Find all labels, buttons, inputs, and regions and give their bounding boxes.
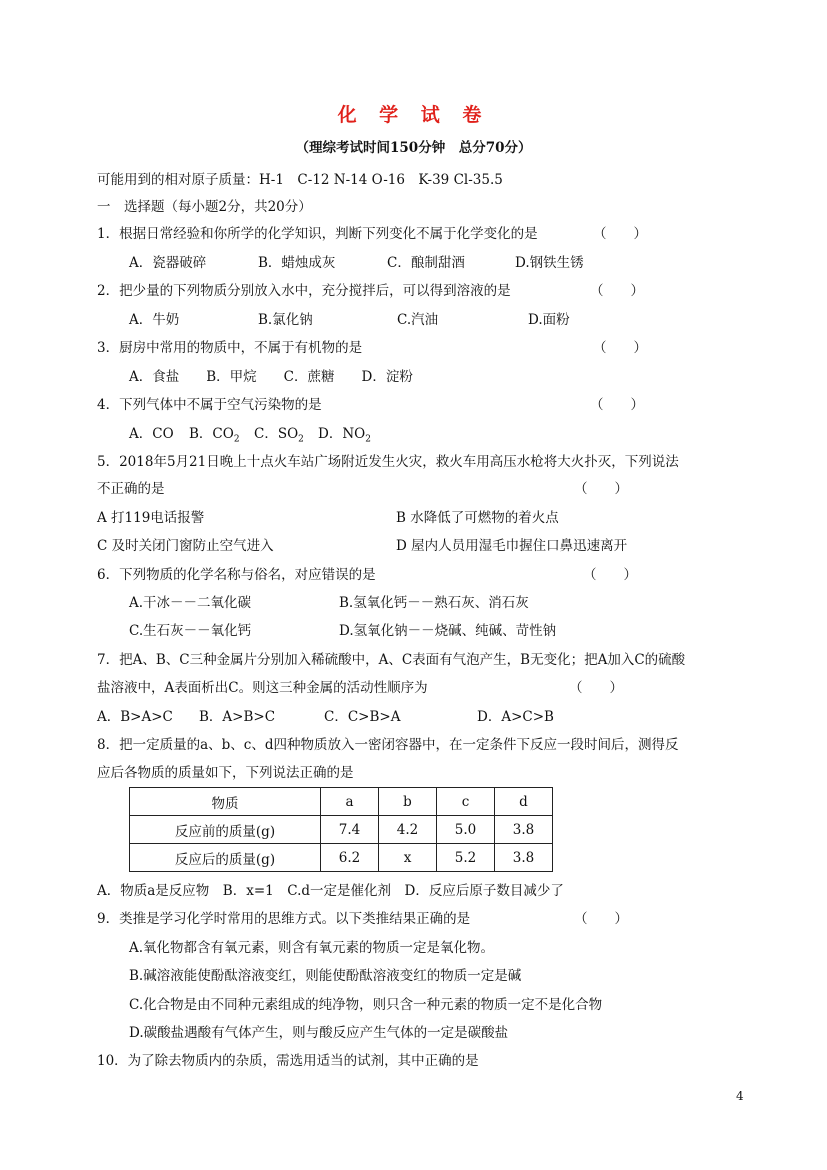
q1-answer-paren: （ ） <box>593 226 647 242</box>
q1-option-d: D.钢铁生锈 <box>515 255 584 271</box>
q6-option-d: D.氢氧化钠－－烧碱、纯碱、苛性钠 <box>339 623 557 639</box>
table-header-cell: 物质 <box>130 788 321 816</box>
q4-stem: 4．下列气体中不属于空气污染物的是 <box>97 397 322 413</box>
q7-stem-line1: 7．把A、B、C三种金属片分别加入稀硫酸中，A、C表面有气泡产生，B无变化；把A加入C的硫酸 <box>97 652 686 668</box>
q9-option-d: D.碳酸盐遇酸有气体产生，则与酸反应产生气体的一定是碳酸盐 <box>129 1025 509 1041</box>
q8-options: A．物质a是反应物 B．x=1 C.d一定是催化剂 D．反应后原子数目减少了 <box>97 883 564 899</box>
page-title: 化 学 试 卷 <box>337 104 490 126</box>
table-header-cell: b <box>379 788 437 816</box>
q6-option-b: B.氢氧化钙－－熟石灰、消石灰 <box>339 595 529 611</box>
q4-option-c-text: C．SO <box>254 426 299 442</box>
q4-option-b-text: B．CO <box>189 426 234 442</box>
table-cell: 反应前的质量(g) <box>130 816 321 844</box>
q2-stem: 2．把少量的下列物质分别放入水中，充分搅拌后，可以得到溶液的是 <box>97 283 511 299</box>
q4-option-d <box>318 422 371 445</box>
table-cell: 4.2 <box>379 816 437 844</box>
table-header-cell: a <box>321 788 379 816</box>
table-cell: 5.2 <box>437 844 495 872</box>
q3-stem: 3．厨房中常用的物质中，不属于有机物的是 <box>97 340 363 356</box>
q5-answer-paren: （ ） <box>574 481 628 497</box>
q5-stem-line1: 5．2018年5月21日晚上十点火车站广场附近发生火灾，救火车用高压水枪将大火扑灭，下列说法 <box>97 454 679 470</box>
table-cell: 7.4 <box>321 816 379 844</box>
table-cell: 6.2 <box>321 844 379 872</box>
page-number: 4 <box>736 1089 744 1103</box>
q1-option-a: A．瓷器破碎 <box>129 255 207 271</box>
q5-option-b: B 水降低了可燃物的着火点 <box>396 510 559 526</box>
q8-stem-line1: 8．把一定质量的a、b、c、d四种物质放入一密闭容器中，在一定条件下反应一段时间后，测得反 <box>97 737 679 753</box>
table-row <box>130 844 553 872</box>
q7-option-d: D．A>C>B <box>477 709 554 725</box>
q4-answer-paren: （ ） <box>590 397 644 413</box>
q6-stem: 6．下列物质的化学名称与俗名，对应错误的是 <box>97 567 376 583</box>
q3-options: A．食盐 B．甲烷 C．蔗糖 D．淀粉 <box>129 369 413 385</box>
q9-answer-paren: （ ） <box>574 911 628 927</box>
q4-option-d-text: D．NO <box>318 426 366 442</box>
table-cell: 反应后的质量(g) <box>130 844 321 872</box>
q1-stem: 1．根据日常经验和你所学的化学知识，判断下列变化不属于化学变化的是 <box>97 226 538 242</box>
q4-option-c-sub: 2 <box>298 434 304 445</box>
table-cell: x <box>379 844 437 872</box>
q7-option-c: C．C>B>A <box>324 709 401 725</box>
q9-option-a: A.氧化物都含有氧元素，则含有氧元素的物质一定是氧化物。 <box>129 940 495 956</box>
table-header-row <box>130 788 553 816</box>
atomic-masses: 可能用到的相对原子质量：H-1 C-12 N-14 O-16 K-39 Cl-35.5 <box>97 172 503 188</box>
q8-mass-table <box>129 787 553 872</box>
table-header-cell: d <box>495 788 553 816</box>
section-heading: 一 选择题（每小题2分，共20分） <box>97 199 312 215</box>
q9-option-c: C.化合物是由不同种元素组成的纯净物，则只含一种元素的物质一定不是化合物 <box>129 997 603 1013</box>
q6-option-a: A.干冰－－二氧化碳 <box>129 595 252 611</box>
q4-option-b-sub: 2 <box>233 434 240 445</box>
q5-stem-line2: 不正确的是 <box>97 481 165 497</box>
q9-stem: 9．类推是学习化学时常用的思维方式。以下类推结果正确的是 <box>97 911 471 927</box>
table-cell: 5.0 <box>437 816 495 844</box>
q4-option-b <box>189 422 240 445</box>
q7-stem-line2: 盐溶液中，A表面析出C。则这三种金属的活动性顺序为 <box>97 680 428 696</box>
q3-answer-paren: （ ） <box>593 340 647 356</box>
q8-stem-line2: 应后各物质的质量如下，下列说法正确的是 <box>97 765 354 781</box>
table-header-cell: c <box>437 788 495 816</box>
q5-option-d: D 屋内人员用湿毛巾握住口鼻迅速离开 <box>396 538 628 554</box>
q2-option-a: A．牛奶 <box>129 312 180 328</box>
q4-option-c <box>254 422 304 445</box>
table-row <box>130 816 553 844</box>
q4-option-d-sub: 2 <box>365 434 371 445</box>
q2-option-c: C.汽油 <box>397 312 439 328</box>
q6-answer-paren: （ ） <box>583 567 637 583</box>
q1-option-c: C．酿制甜酒 <box>387 255 465 271</box>
q5-option-a: A 打119电话报警 <box>97 510 205 526</box>
table-cell: 3.8 <box>495 816 553 844</box>
q5-option-c: C 及时关闭门窗防止空气进入 <box>97 538 274 554</box>
q4-option-a: A．CO <box>129 426 174 442</box>
q9-option-b: B.碱溶液能使酚酞溶液变红，则能使酚酞溶液变红的物质一定是碱 <box>129 968 522 984</box>
q2-option-d: D.面粉 <box>528 312 570 328</box>
q1-option-b: B．蜡烛成灰 <box>258 255 336 271</box>
q10-stem: 10．为了除去物质内的杂质，需选用适当的试剂，其中正确的是 <box>97 1053 479 1069</box>
page-subtitle: （理综考试时间150分钟 总分70分） <box>295 140 532 156</box>
q7-option-a: A．B>A>C <box>97 709 173 725</box>
table-cell: 3.8 <box>495 844 553 872</box>
q2-answer-paren: （ ） <box>590 283 644 299</box>
q6-option-c: C.生石灰－－氧化钙 <box>129 623 252 639</box>
q7-option-b: B．A>B>C <box>199 709 276 725</box>
q2-option-b: B.氯化钠 <box>258 312 313 328</box>
q7-answer-paren: （ ） <box>569 680 623 696</box>
